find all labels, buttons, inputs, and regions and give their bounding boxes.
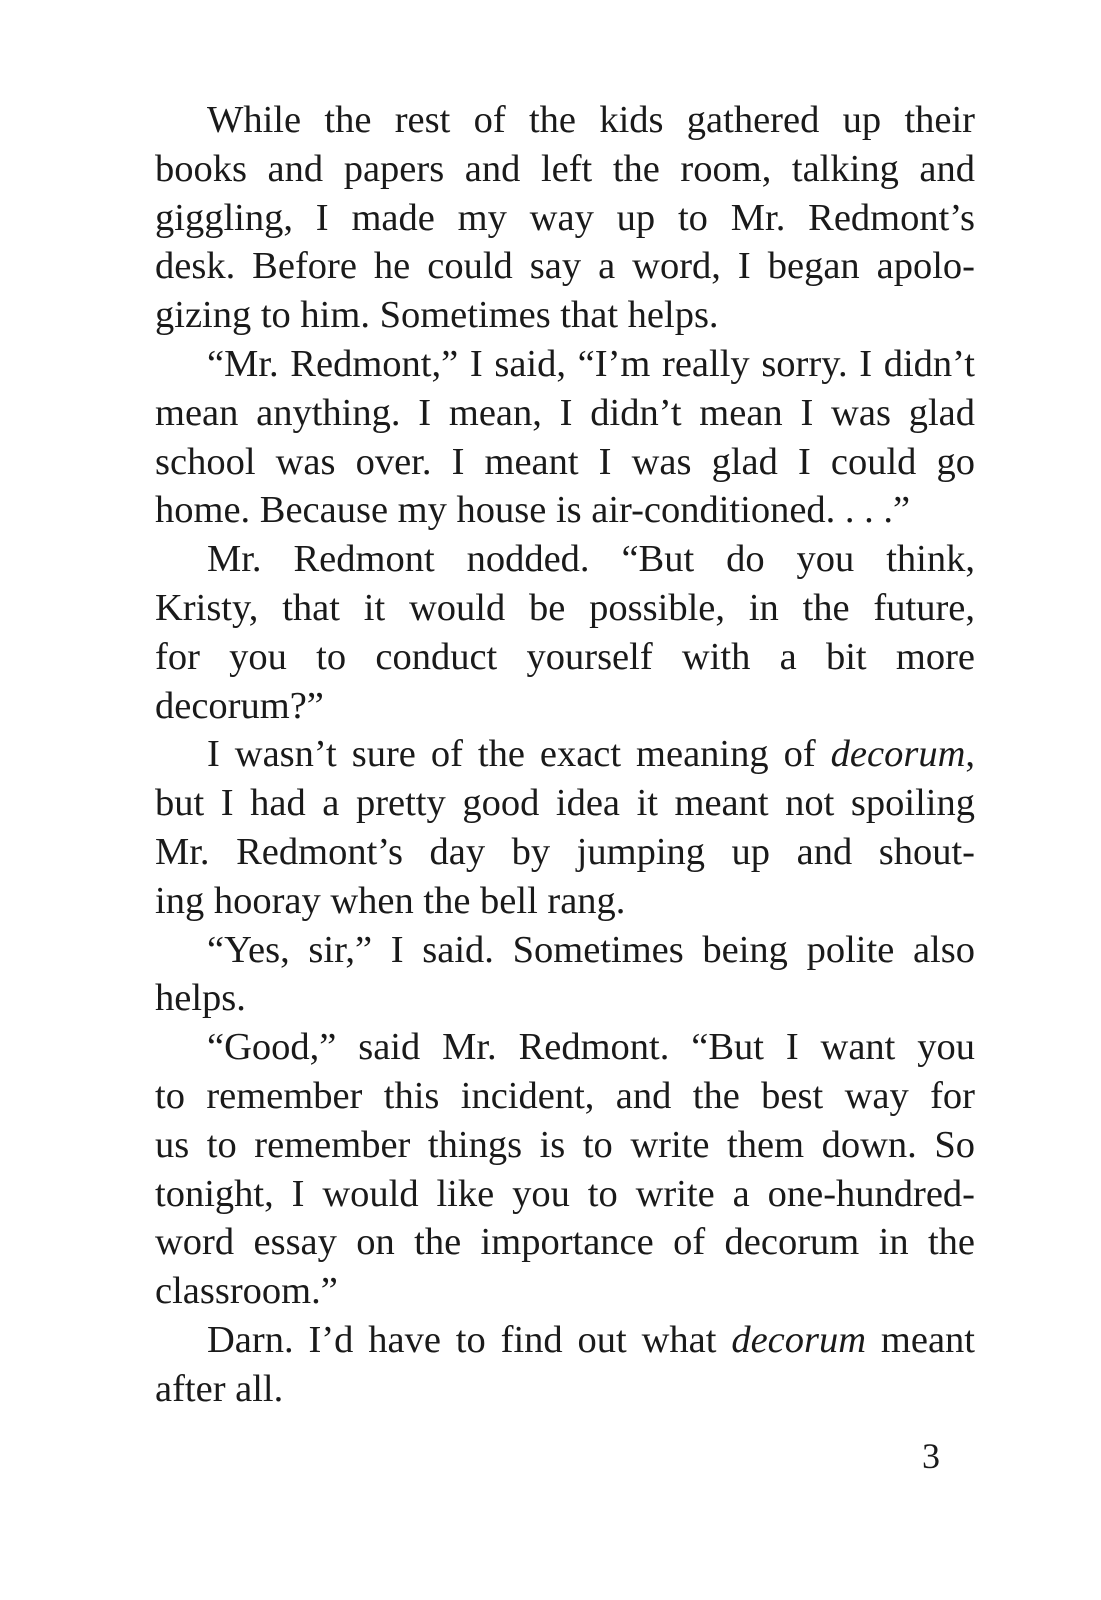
text-line	[155, 1316, 975, 1365]
text-line: books and papers and left the room, talking and	[155, 147, 975, 190]
text-run: Darn. I’d have to find out what	[207, 1318, 732, 1361]
page-number: 3	[922, 1436, 940, 1476]
text-line: home. Because my house is air-conditioned. . . .”	[155, 489, 911, 532]
text-line: Mr. Redmont’s day by jumping up and shout-	[155, 830, 975, 873]
text-line: for you to conduct yourself with a bit more	[155, 635, 975, 678]
text-run: meant	[866, 1318, 975, 1361]
text-line: While the rest of the kids gathered up their	[207, 99, 975, 141]
body-text	[155, 96, 975, 1414]
text-line: giggling, I made my way up to Mr. Redmont’s	[155, 196, 975, 239]
text-line: “Good,” said Mr. Redmont. “But I want you	[207, 1026, 975, 1069]
text-line: Mr. Redmont nodded. “But do you think,	[207, 538, 975, 581]
text-line: classroom.”	[155, 1270, 338, 1313]
text-line: tonight, I would like you to write a one-hundred-	[155, 1172, 975, 1215]
text-line: after all.	[155, 1367, 284, 1410]
text-line: desk. Before he could say a word, I began apolo-	[155, 245, 975, 288]
text-line: us to remember things is to write them down. So	[155, 1123, 975, 1166]
text-line: mean anything. I mean, I didn’t mean I was glad	[155, 391, 975, 434]
text-line: school was over. I meant I was glad I could go	[155, 440, 975, 483]
text-run: I wasn’t sure of the exact meaning of	[207, 733, 831, 776]
text-line: “Yes, sir,” I said. Sometimes being polite also	[207, 928, 975, 971]
text-line: ing hooray when the bell rang.	[155, 879, 626, 922]
text-line: “Mr. Redmont,” I said, “I’m really sorry. I didn’t	[207, 342, 975, 385]
text-line: decorum?”	[155, 684, 324, 727]
text-line: but I had a pretty good idea it meant not spoiling	[155, 782, 975, 825]
text-line: to remember this incident, and the best way for	[155, 1074, 975, 1117]
italic-word: decorum	[830, 733, 966, 776]
text-line	[155, 730, 975, 779]
text-line: helps.	[155, 977, 246, 1020]
text-line: Kristy, that it would be possible, in the future,	[155, 586, 975, 629]
italic-word: decorum	[731, 1318, 867, 1361]
text-line: word essay on the importance of decorum in the	[155, 1221, 975, 1264]
text-run: ,	[965, 733, 975, 776]
text-line: gizing to him. Sometimes that helps.	[155, 294, 719, 337]
